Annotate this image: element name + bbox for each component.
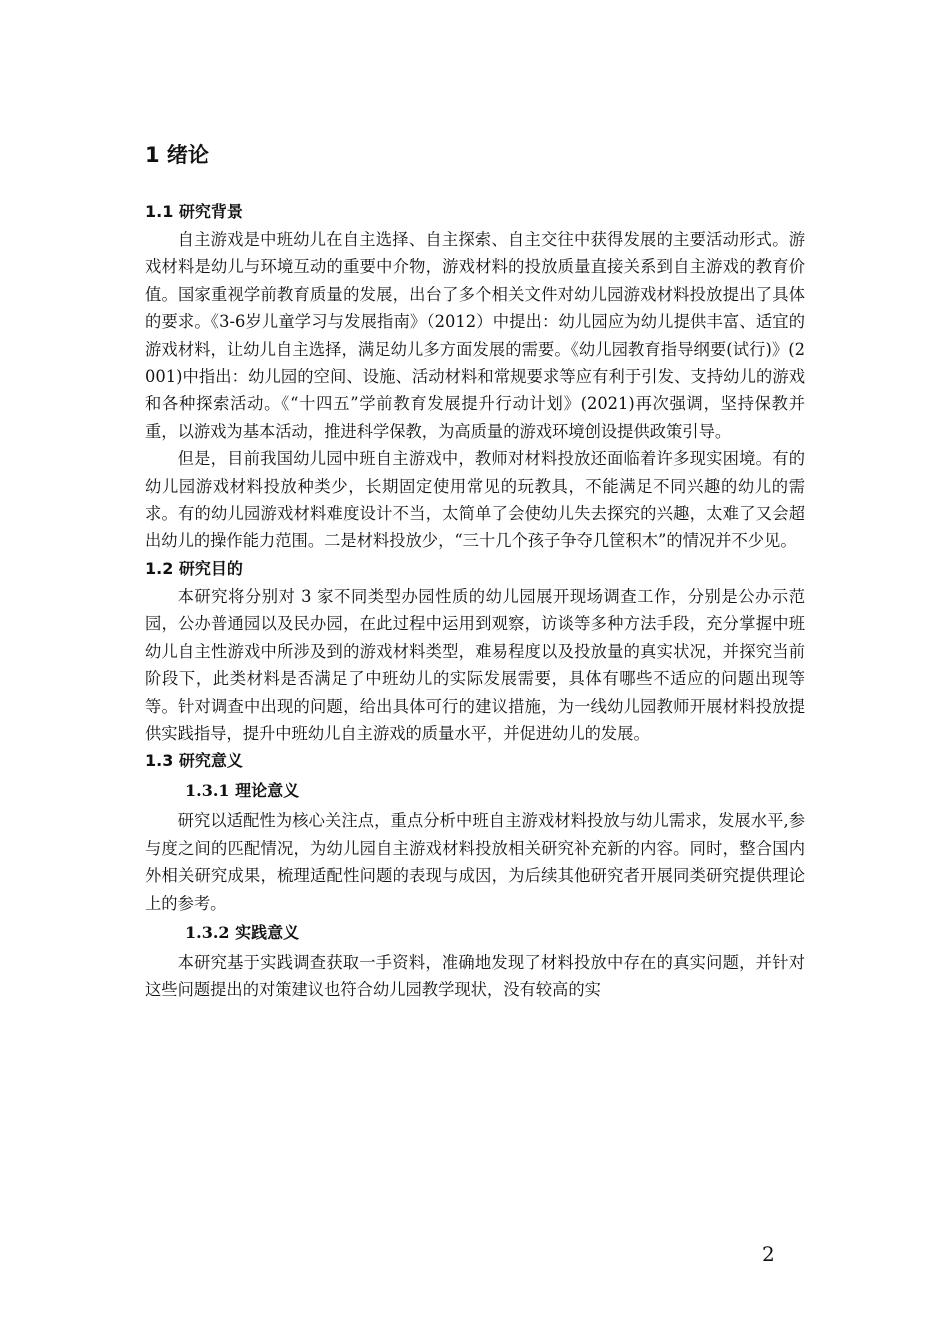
paragraph: 本研究将分别对 3 家不同类型办园性质的幼儿园展开现场调查工作，分别是公办示范园，公办普通园以及民办园，在此过程中运用到观察，访谈等多种方法手段，充分掌握中班幼儿自主性游戏中所涉及到的游戏材料类型，难易程度以及投放量的真实状况，并探究当前阶段下，此类材料是否满足了中班幼儿的实际发展需要，具体有哪些不适应的问题出现等等。针对调查中出现的问题，给出具体可行的建议措施，为一线幼儿园教师开展材料投放提供实践指导，提升中班幼儿自主游戏的质量水平，并促进幼儿的发展。 (145, 586, 805, 743)
body-content (145, 198, 805, 1004)
section-heading-1-1: 1.1 研究背景 (145, 202, 243, 221)
paragraph: 本研究基于实践调查获取一手资料，准确地发现了材料投放中存在的真实问题，并针对这些问题提出的对策建议也符合幼儿园教学现状，没有较高的实 (145, 952, 805, 1000)
chapter-title: 1 绪论 (145, 143, 209, 167)
paragraph: 但是，目前我国幼儿园中班自主游戏中，教师对材料投放还面临着许多现实困境。有的幼儿园游戏材料投放种类少，长期固定使用常见的玩教具，不能满足不同兴趣的幼儿的需求。有的幼儿园游戏材料难度设计不当，太简单了会使幼儿失去探究的兴趣，太难了又会超出幼儿的操作能力范围。二是材料投放少，“三十几个孩子争夺几筐积木”的情况并不少见。 (145, 449, 805, 551)
subsection-heading-1-3-2: 1.3.2 实践意义 (185, 922, 300, 942)
paragraph: 自主游戏是中班幼儿在自主选择、自主探索、自主交往中获得发展的主要活动形式。游戏材料是幼儿与环境互动的重要中介物，游戏材料的投放质量直接关系到自主游戏的教育价值。国家重视学前教育质量的发展，出台了多个相关文件对幼儿园游戏材料投放提出了具体的要求。《3-6岁儿童学习与发展指南》（2012）中提出：幼儿园应为幼儿提供丰富、适宜的游戏材料，让幼儿自主选择，满足幼儿多方面发展的需要。《幼儿园教育指导纲要(试行)》(2001)中指出：幼儿园的空间、设施、活动材料和常规要求等应有利于引发、支持幼儿的游戏和各种探索活动。《“十四五”学前教育发展提升行动计划》(2021)再次强调，坚持保教并重，以游戏为基本活动，推进科学保教，为高质量的游戏环境创设提供政策引导。 (145, 230, 805, 441)
page-number: 2 (762, 1242, 775, 1266)
paragraph: 研究以适配性为核心关注点，重点分析中班自主游戏材料投放与幼儿需求，发展水平,参与度之间的匹配情况，为幼儿园自主游戏材料投放相关研究补充新的内容。同时，整合国内外相关研究成果，梳理适配性问题的表现与成因，为后续其他研究者开展同类研究提供理论上的参考。 (145, 811, 805, 913)
subsection-heading-1-3-1: 1.3.1 理论意义 (185, 781, 300, 801)
section-heading-1-2: 1.2 研究目的 (145, 558, 243, 578)
section-heading-1-3: 1.3 研究意义 (145, 751, 243, 771)
